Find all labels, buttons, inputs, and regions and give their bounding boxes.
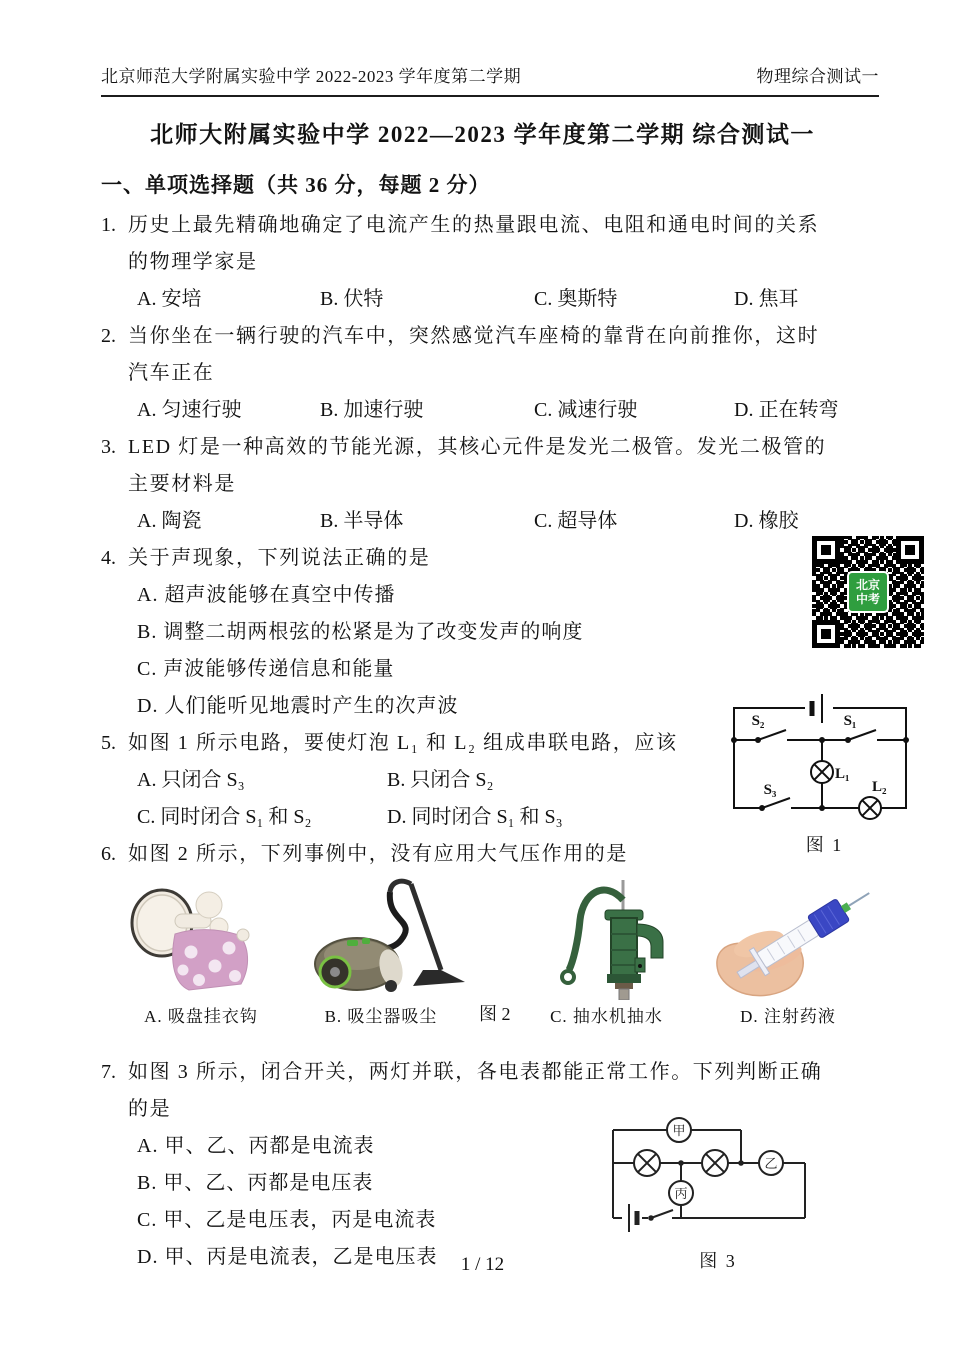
picture-b-caption: B. 吸尘器吸尘 <box>324 1007 438 1026</box>
switch-symbol-fig3 <box>648 1210 673 1223</box>
picture-suction-hook <box>117 878 285 1028</box>
question-3-stem: LED 灯是一种高效的节能光源，其核心元件是发光二极管。发光二极管的 <box>128 436 827 458</box>
picture-d-caption: D. 注射药液 <box>740 1007 836 1026</box>
picture-syringe <box>701 878 876 1028</box>
header-school-term: 北京师范大学附属实验中学 2022-2023 学年度第二学期 <box>101 67 522 86</box>
question-2-option-b: B. 加速行驶 <box>320 399 424 421</box>
question-5-number: 5. <box>101 732 116 754</box>
question-1-stem-cont: 的物理学家是 <box>128 251 258 273</box>
fig1-s1-label: S₁ <box>843 713 857 729</box>
question-3-option-c: C. 超导体 <box>534 510 618 532</box>
picture-water-pump <box>523 878 691 1028</box>
figure-3 <box>603 1116 833 1273</box>
qr-badge-line2: 中考 <box>855 592 880 606</box>
fig3-meter-yi-label: 乙 <box>764 1156 778 1171</box>
question-4-number: 4. <box>101 547 116 569</box>
question-6-picture-row <box>117 878 891 1028</box>
battery-symbol <box>805 694 833 723</box>
page-number: 1 / 12 <box>460 1254 505 1275</box>
suction-hook-image <box>117 878 285 1000</box>
fig1-s3-label: S₃ <box>763 782 777 798</box>
question-4-option-a: A. 超声波能够在真空中传播 <box>137 584 396 606</box>
question-2-stem: 当你坐在一辆行驶的汽车中，突然感觉汽车座椅的靠背在向前推你，这时 <box>128 325 820 347</box>
fig1-s2-label: S₂ <box>751 713 765 729</box>
header-subject: 物理综合测试一 <box>756 67 879 86</box>
figure-3-caption: 图 3 <box>699 1251 737 1271</box>
qr-finder-bottom-left-icon <box>812 620 840 648</box>
question-6-stem: 如图 2 所示，下列事例中，没有应用大气压作用的是 <box>128 843 628 865</box>
picture-a-caption: A. 吸盘挂衣钩 <box>144 1007 258 1026</box>
question-3-number: 3. <box>101 436 116 458</box>
page-title: 北师大附属实验中学 2022—2023 学年度第二学期 综合测试一 <box>150 122 815 147</box>
question-5-option-a: A. 只闭合 S₃ <box>137 769 245 791</box>
question-1-option-a: A. 安培 <box>137 288 202 310</box>
fig1-l1-label: L₁ <box>835 766 850 782</box>
question-3-option-d: D. 橡胶 <box>734 510 799 532</box>
question-1-number: 1. <box>101 214 116 236</box>
qr-finder-top-right-icon <box>896 536 924 564</box>
qr-badge-line1: 北京 <box>855 578 880 592</box>
question-2-stem-cont: 汽车正在 <box>128 362 215 384</box>
question-7-stem: 如图 3 所示，闭合开关，两灯并联，各电表都能正常工作。下列判断正确 <box>128 1061 823 1083</box>
question-7-stem-cont: 的是 <box>128 1098 172 1120</box>
fig1-l2-label: L₂ <box>872 779 887 795</box>
fig3-meter-jia-label: 甲 <box>672 1123 686 1138</box>
syringe-image <box>701 878 876 1000</box>
question-5-option-c: C. 同时闭合 S₁ 和 S₂ <box>137 806 312 828</box>
question-1-option-d: D. 焦耳 <box>734 288 799 310</box>
question-1-stem: 历史上最先精确地确定了电流产生的热量跟电流、电阻和通电时间的关系 <box>128 214 820 236</box>
page-header <box>101 66 879 97</box>
question-3-stem-cont: 主要材料是 <box>128 473 236 495</box>
question-3-option-a: A. 陶瓷 <box>137 510 202 532</box>
question-7-option-c: C. 甲、乙是电压表，丙是电流表 <box>137 1209 437 1231</box>
water-pump-image <box>523 878 691 1000</box>
lamp-l1-symbol <box>811 761 833 783</box>
question-3 <box>101 429 891 540</box>
lamp-right-symbol <box>702 1150 728 1176</box>
question-5-option-b: B. 只闭合 S₂ <box>387 769 494 791</box>
question-7-option-a: A. 甲、乙、丙都是电流表 <box>137 1135 375 1157</box>
question-2-option-a: A. 匀速行驶 <box>137 399 242 421</box>
picture-c-caption: C. 抽水机抽水 <box>550 1007 663 1026</box>
meter-yi-symbol <box>759 1151 783 1175</box>
qr-finder-top-left-icon <box>812 536 840 564</box>
question-2-option-d: D. 正在转弯 <box>734 399 839 421</box>
question-1-option-b: B. 伏特 <box>320 288 384 310</box>
question-7-number: 7. <box>101 1061 116 1083</box>
circuit-diagram-figure-1 <box>722 694 927 822</box>
question-3-option-b: B. 半导体 <box>320 510 404 532</box>
question-4-option-b: B. 调整二胡两根弦的松紧是为了改变发声的响度 <box>137 621 584 643</box>
question-7-option-d: D. 甲、丙是电流表，乙是电压表 <box>137 1246 438 1268</box>
question-2-number: 2. <box>101 325 116 347</box>
circuit-diagram-figure-3 <box>603 1116 833 1238</box>
meter-jia-symbol <box>667 1118 691 1142</box>
figure-2-caption: 图 2 <box>479 1004 511 1024</box>
question-5-stem: 如图 1 所示电路，要使灯泡 L₁ 和 L₂ 组成串联电路，应该 <box>128 732 678 754</box>
question-2-option-c: C. 减速行驶 <box>534 399 638 421</box>
question-2 <box>101 318 891 429</box>
question-1-option-c: C. 奥斯特 <box>534 288 618 310</box>
meter-bing-symbol <box>669 1181 693 1205</box>
question-6 <box>101 836 891 1028</box>
battery-symbol-fig3 <box>622 1204 642 1232</box>
section-heading: 一、单项选择题（共 36 分，每题 2 分） <box>101 173 491 197</box>
question-4-stem: 关于声现象，下列说法正确的是 <box>128 547 431 569</box>
vacuum-cleaner-image <box>295 878 467 1000</box>
qr-code <box>812 536 924 648</box>
question-5-option-d: D. 同时闭合 S₁ 和 S₃ <box>387 806 563 828</box>
question-4-option-c: C. 声波能够传递信息和能量 <box>137 658 395 680</box>
lamp-l2-symbol <box>859 797 881 819</box>
question-4-option-d: D. 人们能听见地震时产生的次声波 <box>137 695 459 717</box>
question-6-number: 6. <box>101 843 116 865</box>
lamp-left-symbol <box>634 1150 660 1176</box>
question-1 <box>101 207 891 318</box>
figure-1 <box>722 694 927 857</box>
fig3-meter-bing-label: 丙 <box>674 1186 688 1201</box>
picture-vacuum-cleaner <box>295 878 467 1028</box>
qr-center-badge <box>847 571 889 613</box>
question-7-option-b: B. 甲、乙、丙都是电压表 <box>137 1172 374 1194</box>
figure-1-caption: 图 1 <box>805 835 844 855</box>
